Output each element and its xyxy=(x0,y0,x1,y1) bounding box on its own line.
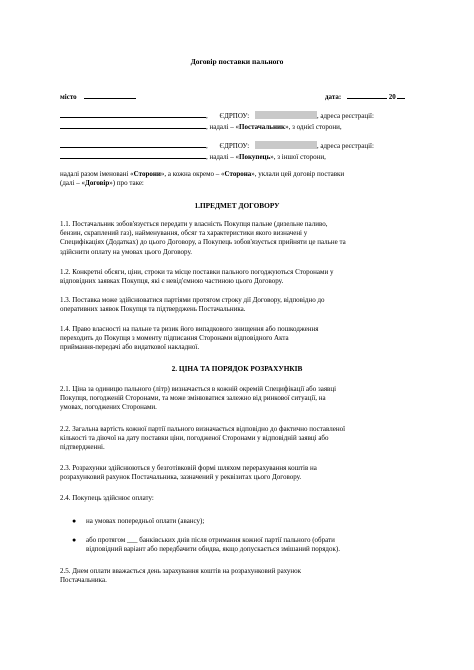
supplier-address-label: , адреса реєстрації: xyxy=(316,112,374,120)
bullet-dot-icon: ● xyxy=(72,536,77,544)
city-line xyxy=(60,91,136,102)
buyer-line-1: , ЄДРПОУ: , адреса реєстрації: xyxy=(60,140,420,151)
supplier-edrpou-label: ЄДРПОУ: xyxy=(219,112,250,120)
supplier-edrpou-redacted xyxy=(255,111,317,119)
clause-2-2: 2.2. Загальна вартість кожної партії пального визначається відповідно до фактично поставленої кількості та діючої на дату поставки ціни, погодженої Сторонами у відповідній заявці або підтвердженні. xyxy=(60,425,346,452)
document-title: Договір поставки пального xyxy=(190,57,284,66)
clause-2-3: 2.3. Розрахунки здійснюються у безготівковій формі шляхом перерахування коштів на розрахунковий рахунок Постачальника, зазначений у реквізитах цього Договору. xyxy=(60,464,317,482)
supplier-role: Постачальник xyxy=(239,123,286,131)
supplier-address-blank xyxy=(60,121,206,129)
city-blank xyxy=(84,91,136,99)
supplier-line-1: , ЄДРПОУ: , адреса реєстрації: xyxy=(60,110,420,121)
date-blank xyxy=(347,91,387,99)
clause-2-1: 2.1. Ціна за одиницю пального (літр) визначається в кожній окремій Специфікації або заявці Покупця, погодженій Сторонами, та може змінюватися залежно від ринкової ситуації, на умовах, погоджених Сторонами. xyxy=(60,385,337,412)
date-line xyxy=(325,91,405,102)
buyer-line-2: , надалі – «Покупець», з іншої сторони, xyxy=(60,151,420,162)
buyer-role: Покупець xyxy=(239,153,271,161)
bullet-item-2: ● або протягом ___ банківських днів після отримання кожної партії пального (обрати відповідний варіант або передбачити обидва, якщо допускається змішаний порядок). xyxy=(72,536,340,554)
intro-paragraph: надалі разом іменовані «Сторони», а кожна окремо – «Сторона», уклали цей договір поставки (далі – «Договір») про таке: xyxy=(60,170,345,188)
date-year-blank xyxy=(397,91,405,99)
clause-1-4: 1.4. Право власності на пальне та ризик його випадкового знищення або пошкодження переходить до Покупця з моменту підписання Сторонами відповідного Акта приймання-передачі або видаткової накладної. xyxy=(60,325,319,352)
buyer-edrpou-label: ЄДРПОУ: xyxy=(219,142,250,150)
bullet-dot-icon: ● xyxy=(72,517,77,525)
clause-1-1: 1.1. Постачальник зобов'язується передати у власність Покупця пальне (дизельне паливо, бензин, скраплений газ), найменування, обсяг та характеристики якого визначені у Специфікаціях (Додатках) до цього Договору, а Покупець зобов'язується прийняти це пальне та здійснити оплату на умовах цього Договору. xyxy=(60,220,346,256)
city-label: місто xyxy=(60,93,77,101)
clause-1-2: 1.2. Конкретні обсяги, ціни, строки та місце поставки пального погоджуються Сторонами у відповідних заявках Покупця, які є невід'ємною частиною цього Договору. xyxy=(60,268,334,286)
date-year: 20 xyxy=(388,93,396,101)
clause-2-5: 2.5. Днем оплати вважається день зарахування коштів на розрахунковий рахунок Постачальника. xyxy=(60,567,302,585)
section-1-heading: 1.ПРЕДМЕТ ДОГОВОРУ xyxy=(194,201,280,210)
buyer-name-blank xyxy=(60,140,206,148)
buyer-address-blank xyxy=(60,151,206,159)
clause-1-3: 1.3. Поставка може здійснюватися партіями протягом строку дії Договору, відповідно до оперативних заявок Покупця та підтверджень Постачальника. xyxy=(60,296,325,314)
buyer-edrpou-redacted xyxy=(255,141,317,149)
section-2-heading: 2. ЦІНА ТА ПОРЯДОК РОЗРАХУНКІВ xyxy=(171,364,303,373)
clause-2-4: 2.4. Покупець здійснює оплату: xyxy=(60,494,154,502)
date-label: дата: xyxy=(325,93,342,101)
supplier-line-2: , надалі – «Постачальник», з однієї сторони, xyxy=(60,121,420,132)
document-page: Договір поставки пального місто дата: 20 , ЄДРПОУ: , адреса реєстрації: , надалі – «Постачальник», з однієї сторони, , ЄДРПОУ: , адреса реєстрації: , надалі – «Покупець», з іншої сторони, надалі разом іменовані «Сторони», а кожна окремо – «Сторона», уклали цей договір поставки (далі – «Договір») про таке: 1.ПРЕДМЕТ ДОГОВОРУ 1.1. Постачальник зобов'язується передати у власність Покупця пальне (дизельне паливо, бензин, скраплений газ), найменування, обсяг та характеристики якого визначені у Специфікаціях (Додатках) до цього Договору, а Покупець зобов'язується прийняти це пальне та здійснити оплату на умовах цього Договору. 1.2. Конкретні обсяги, ціни, строки та місце поставки пального погоджуються Сторонами у відповідних заявках Покупця, які є невід'ємною частиною цього Договору. 1.3. Поставка може здійснюватися партіями протягом строку дії Договору, відповідно до оперативних заявок Покупця та підтверджень Постачальника. 1.4. Право власності на пальне та ризик його випадкового знищення або пошкодження переходить до Покупця з моменту підписання Сторонами відповідного Акта приймання-передачі або видаткової накладної. 2. ЦІНА ТА ПОРЯДОК РОЗРАХУНКІВ 2.1. Ціна за одиницю пального (літр) визначається в кожній окремій Специфікації або заявці Покупця, погодженій Сторонами, та може змінюватися залежно від ринкової ситуації, на умовах, погоджених Сторонами. 2.2. Загальна вартість кожної партії пального визначається відповідно до фактично поставленої кількості та діючої на дату поставки ціни, погодженої Сторонами у відповідній заявці або підтвердженні. 2.3. Розрахунки здійснюються у безготівковій формі шляхом перерахування коштів на розрахунковий рахунок Постачальника, зазначений у реквізитах цього Договору. 2.4. Покупець здійснює оплату: ● на умовах попередньої оплати (авансу); ● або протягом ___ банківських днів після отримання кожної партії пального (обрати відповідний варіант або передбачити обидва, якщо допускається змішаний порядок). 2.5. Днем оплати вважається день зарахування коштів на розрахунковий рахунок Постачальника. xyxy=(0,0,474,670)
supplier-name-blank xyxy=(60,110,206,118)
buyer-address-label: , адреса реєстрації: xyxy=(316,142,374,150)
